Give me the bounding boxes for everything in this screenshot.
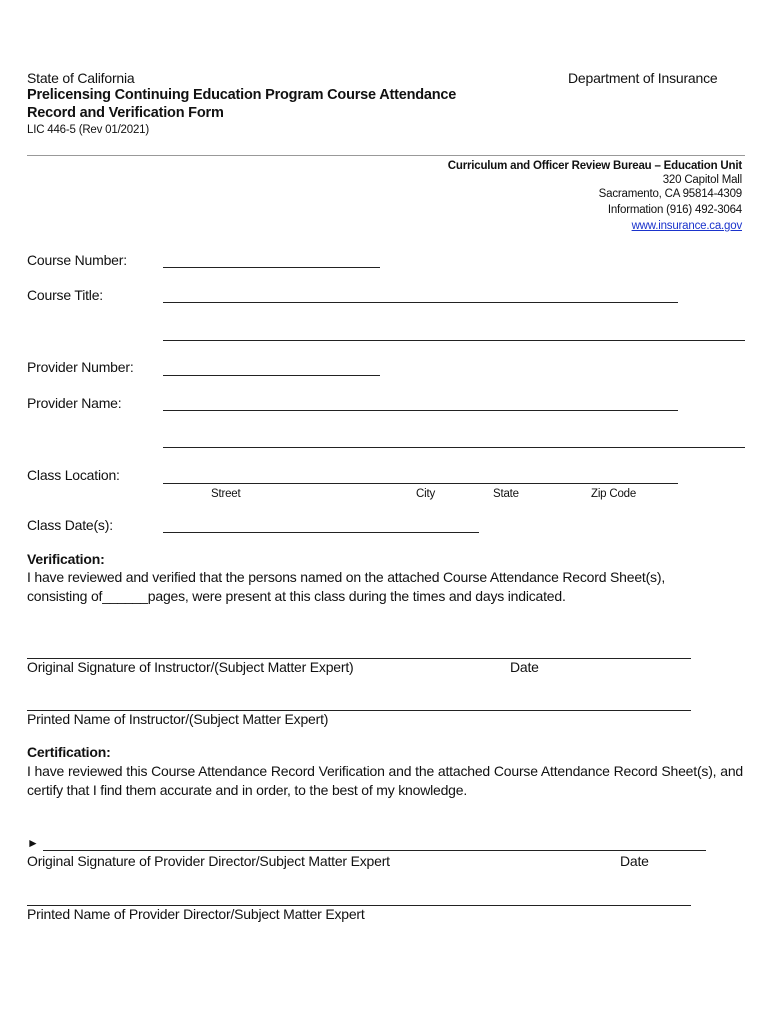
- provider-name-field[interactable]: [163, 410, 678, 411]
- form-id: LIC 446-5 (Rev 01/2021): [27, 124, 149, 136]
- director-date-label: Date: [620, 853, 649, 869]
- department-label: Department of Insurance: [568, 70, 718, 86]
- state-label: State of California: [27, 70, 135, 86]
- course-number-label: Course Number:: [27, 252, 127, 268]
- street-sublabel: Street: [211, 488, 241, 500]
- bureau-name: Curriculum and Officer Review Bureau – Education Unit: [447, 160, 742, 172]
- instructor-printed-name-label: Printed Name of Instructor/(Subject Matter Expert): [27, 711, 329, 727]
- verification-text-line2: [27, 588, 566, 604]
- instructor-signature-label: Original Signature of Instructor/(Subject Matter Expert): [27, 659, 354, 675]
- certification-heading: Certification:: [27, 744, 111, 760]
- provider-number-field[interactable]: [163, 375, 380, 376]
- verification-text-line1: I have reviewed and verified that the persons named on the attached Course Attendance Record Sheet(s),: [27, 569, 666, 585]
- class-location-label: Class Location:: [27, 467, 120, 483]
- phone: Information (916) 492-3064: [607, 204, 742, 216]
- form-title-line2: Record and Verification Form: [27, 105, 224, 121]
- pages-count-blank[interactable]: ______: [102, 588, 148, 604]
- class-dates-field[interactable]: [163, 532, 479, 533]
- course-number-field[interactable]: [163, 267, 380, 268]
- website-link-wrap: [632, 219, 742, 233]
- address-line1: 320 Capitol Mall: [662, 174, 742, 186]
- instructor-date-label: Date: [510, 659, 539, 675]
- arrow-icon: ►: [27, 836, 39, 850]
- city-sublabel: City: [416, 488, 436, 500]
- provider-number-label: Provider Number:: [27, 359, 134, 375]
- zip-sublabel: Zip Code: [591, 488, 637, 500]
- director-printed-name-label: Printed Name of Provider Director/Subject Matter Expert: [27, 906, 365, 922]
- provider-name-field-line2[interactable]: [163, 447, 745, 448]
- course-title-label: Course Title:: [27, 287, 103, 303]
- header-divider: [27, 155, 745, 156]
- class-dates-label: Class Date(s):: [27, 517, 113, 533]
- provider-name-label: Provider Name:: [27, 395, 122, 411]
- director-signature-field[interactable]: [43, 850, 706, 851]
- course-title-field[interactable]: [163, 302, 678, 303]
- website-link[interactable]: www.insurance.ca.gov: [631, 220, 742, 232]
- certification-text: I have reviewed this Course Attendance Record Verification and the attached Course Attendance Record Sheet(s), and certify that I find them accurate and in order, to the best of my knowledge.: [27, 763, 743, 798]
- verification-text-post: pages, were present at this class during the times and days indicated.: [147, 588, 566, 604]
- form-title-line1: Prelicensing Continuing Education Program Course Attendance: [27, 87, 457, 103]
- class-location-field[interactable]: [163, 483, 678, 484]
- course-title-field-line2[interactable]: [163, 340, 745, 341]
- state-sublabel: State: [493, 488, 519, 500]
- director-signature-label: Original Signature of Provider Director/Subject Matter Expert: [27, 853, 390, 869]
- address-line2: Sacramento, CA 95814-4309: [598, 188, 742, 200]
- verification-text-pre: consisting of: [27, 588, 103, 604]
- verification-heading: Verification:: [27, 551, 105, 567]
